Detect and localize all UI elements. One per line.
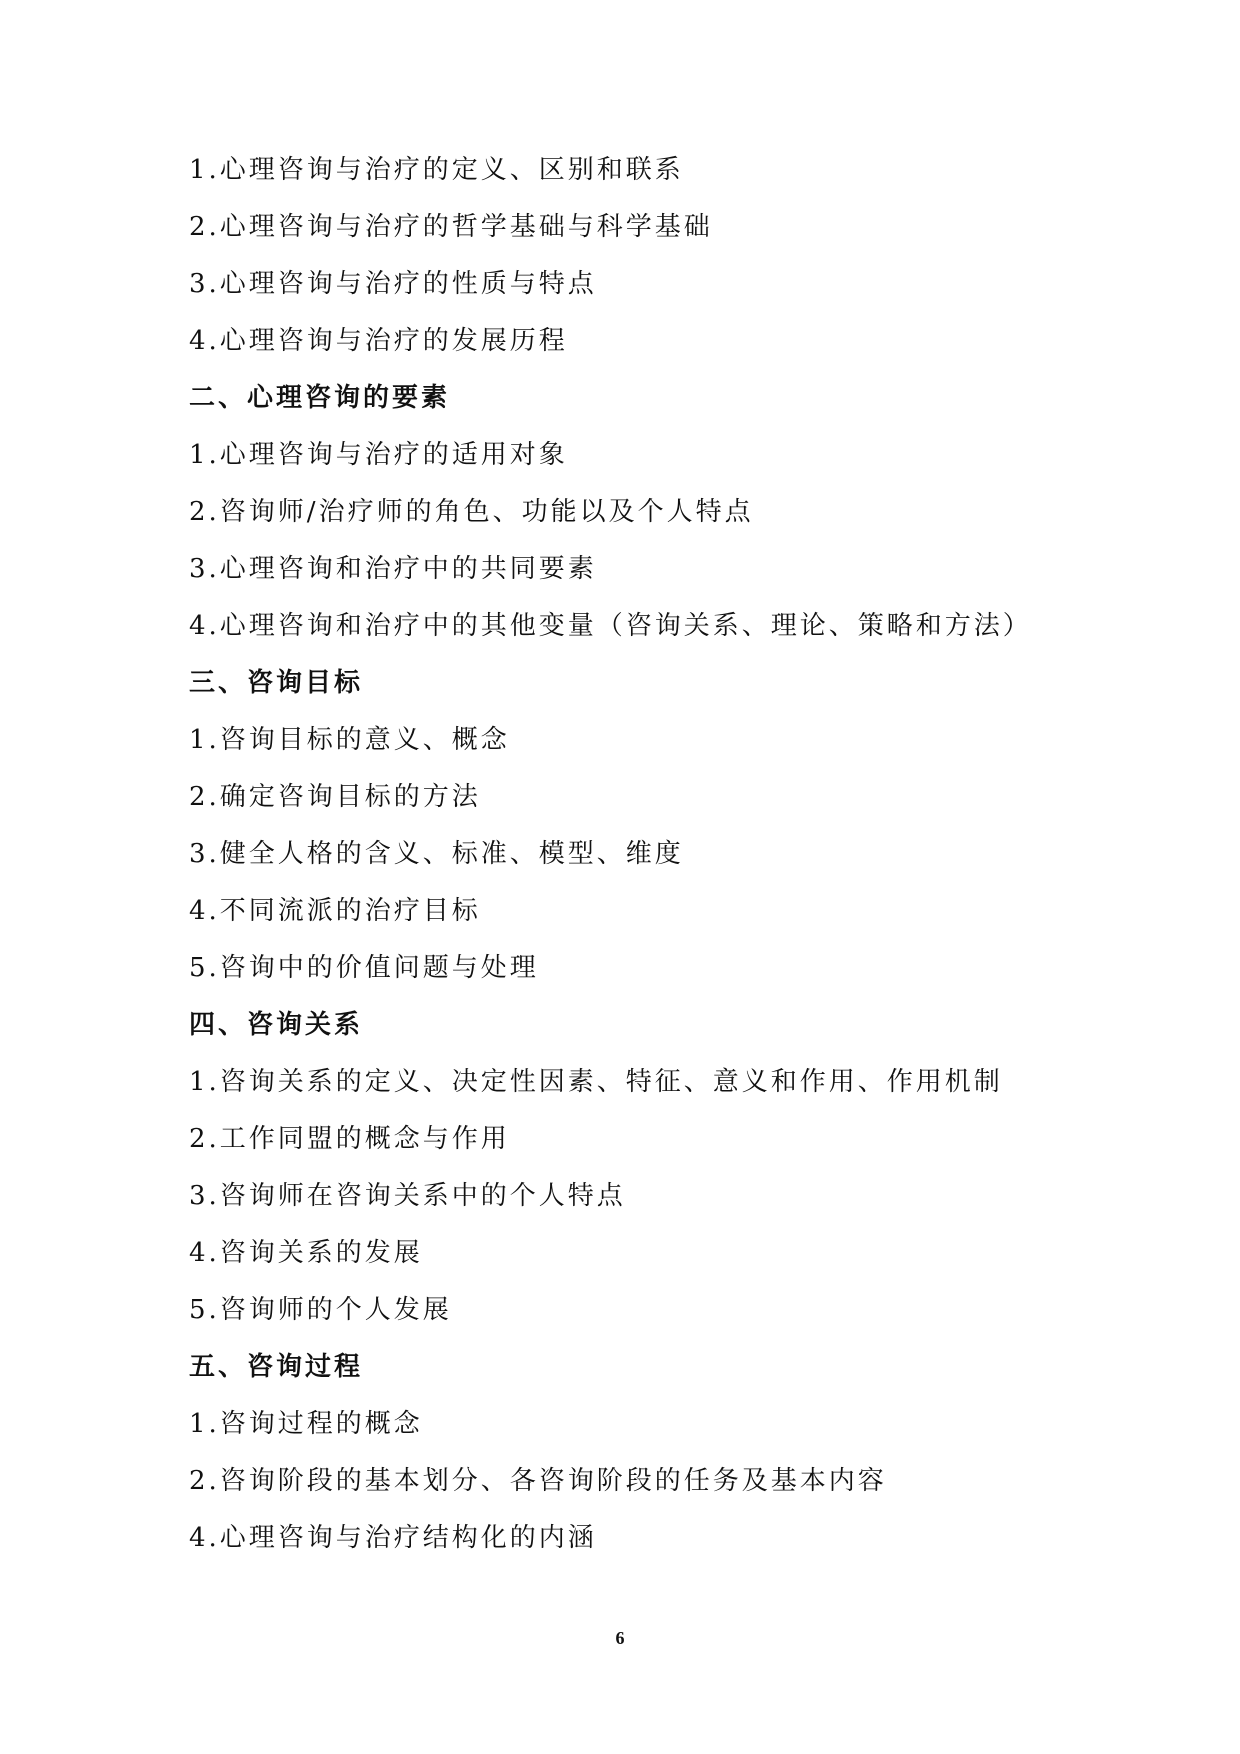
outline-item: 4.心理咨询和治疗中的其他变量（咨询关系、理论、策略和方法） — [189, 611, 1032, 641]
outline-item: 1.咨询关系的定义、决定性因素、特征、意义和作用、作用机制 — [189, 1067, 1003, 1097]
outline-item: 3.心理咨询和治疗中的共同要素 — [189, 554, 597, 584]
outline-item: 1.心理咨询与治疗的适用对象 — [189, 440, 568, 470]
page-number: 6 — [615, 1628, 625, 1648]
section-heading: 二、心理咨询的要素 — [189, 383, 451, 413]
outline-item: 4.咨询关系的发展 — [189, 1238, 423, 1268]
outline-item: 3.心理咨询与治疗的性质与特点 — [189, 269, 597, 299]
outline-item: 4.心理咨询与治疗结构化的内涵 — [189, 1523, 597, 1553]
outline-item: 1.咨询过程的概念 — [189, 1409, 423, 1439]
outline-item: 3.健全人格的含义、标准、模型、维度 — [189, 839, 684, 869]
outline-item: 4.不同流派的治疗目标 — [189, 896, 481, 926]
outline-item: 5.咨询师的个人发展 — [189, 1295, 452, 1325]
outline-item: 2.咨询师/治疗师的角色、功能以及个人特点 — [189, 497, 754, 527]
outline-item: 2.确定咨询目标的方法 — [189, 782, 481, 812]
outline-item: 1.咨询目标的意义、概念 — [189, 725, 510, 755]
outline-item: 2.咨询阶段的基本划分、各咨询阶段的任务及基本内容 — [189, 1466, 887, 1496]
outline-item: 4.心理咨询与治疗的发展历程 — [189, 326, 568, 356]
section-heading: 五、咨询过程 — [189, 1352, 364, 1382]
outline-item: 2.心理咨询与治疗的哲学基础与科学基础 — [189, 212, 713, 242]
outline-item: 5.咨询中的价值问题与处理 — [189, 953, 539, 983]
section-heading: 四、咨询关系 — [189, 1010, 364, 1040]
outline-item: 2.工作同盟的概念与作用 — [189, 1124, 510, 1154]
outline-item: 3.咨询师在咨询关系中的个人特点 — [189, 1181, 626, 1211]
outline-item: 1.心理咨询与治疗的定义、区别和联系 — [189, 155, 684, 185]
section-heading: 三、咨询目标 — [189, 668, 364, 698]
outline-body — [189, 142, 1089, 1567]
